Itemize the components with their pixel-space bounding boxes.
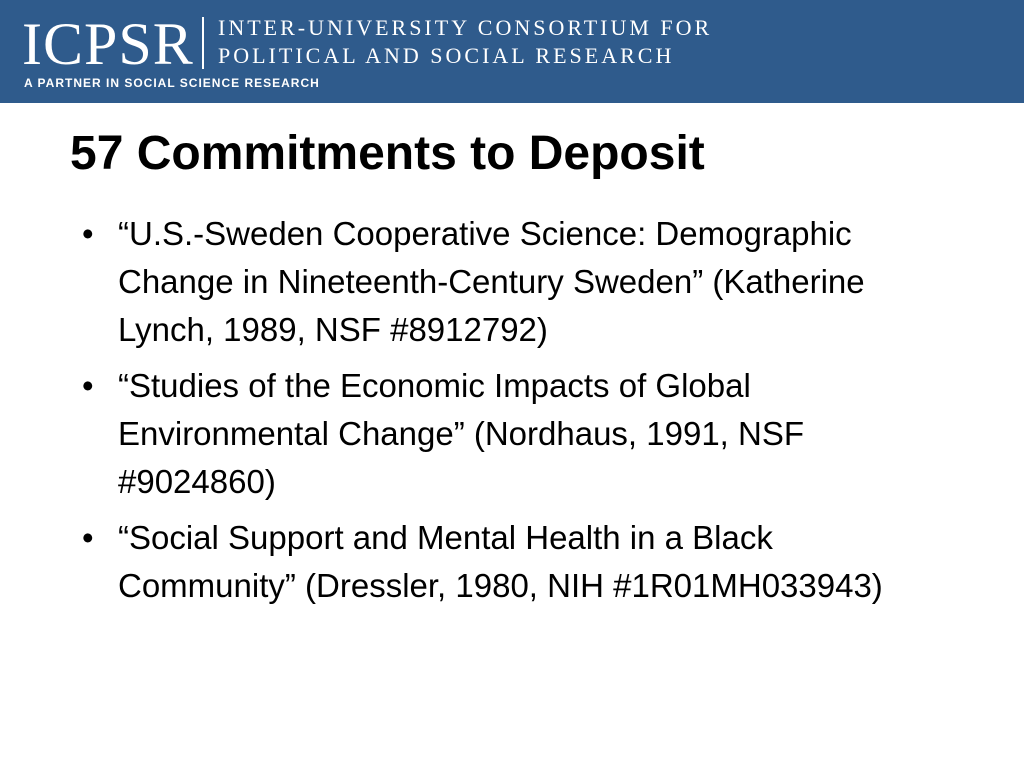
slide-title: 57 Commitments to Deposit [70, 127, 705, 180]
logo-divider [202, 17, 204, 69]
bullet-dot: • [82, 367, 94, 404]
tagline: A PARTNER IN SOCIAL SCIENCE RESEARCH [24, 76, 320, 90]
bullet-item [80, 210, 940, 354]
bullet-item [80, 362, 940, 506]
org-name-line-2: POLITICAL AND SOCIAL RESEARCH [218, 43, 675, 68]
icpsr-logo: ICPSR [22, 11, 194, 77]
bullet-text: “U.S.-Sweden Cooperative Science: Demographic Change in Nineteenth-Century Sweden” (Katherine Lynch, 1989, NSF #8912792) [118, 215, 865, 348]
bullet-item [80, 514, 940, 610]
bullet-text: “Studies of the Economic Impacts of Global Environmental Change” (Nordhaus, 1991, NSF #9024860) [118, 367, 805, 500]
bullet-text: “Social Support and Mental Health in a Black Community” (Dressler, 1980, NIH #1R01MH033943) [118, 519, 883, 604]
org-name-line-1: INTER-UNIVERSITY CONSORTIUM FOR [218, 15, 713, 40]
bullet-list [80, 210, 940, 618]
header-banner [0, 0, 1024, 103]
bullet-dot: • [82, 519, 94, 556]
bullet-dot: • [82, 215, 94, 252]
